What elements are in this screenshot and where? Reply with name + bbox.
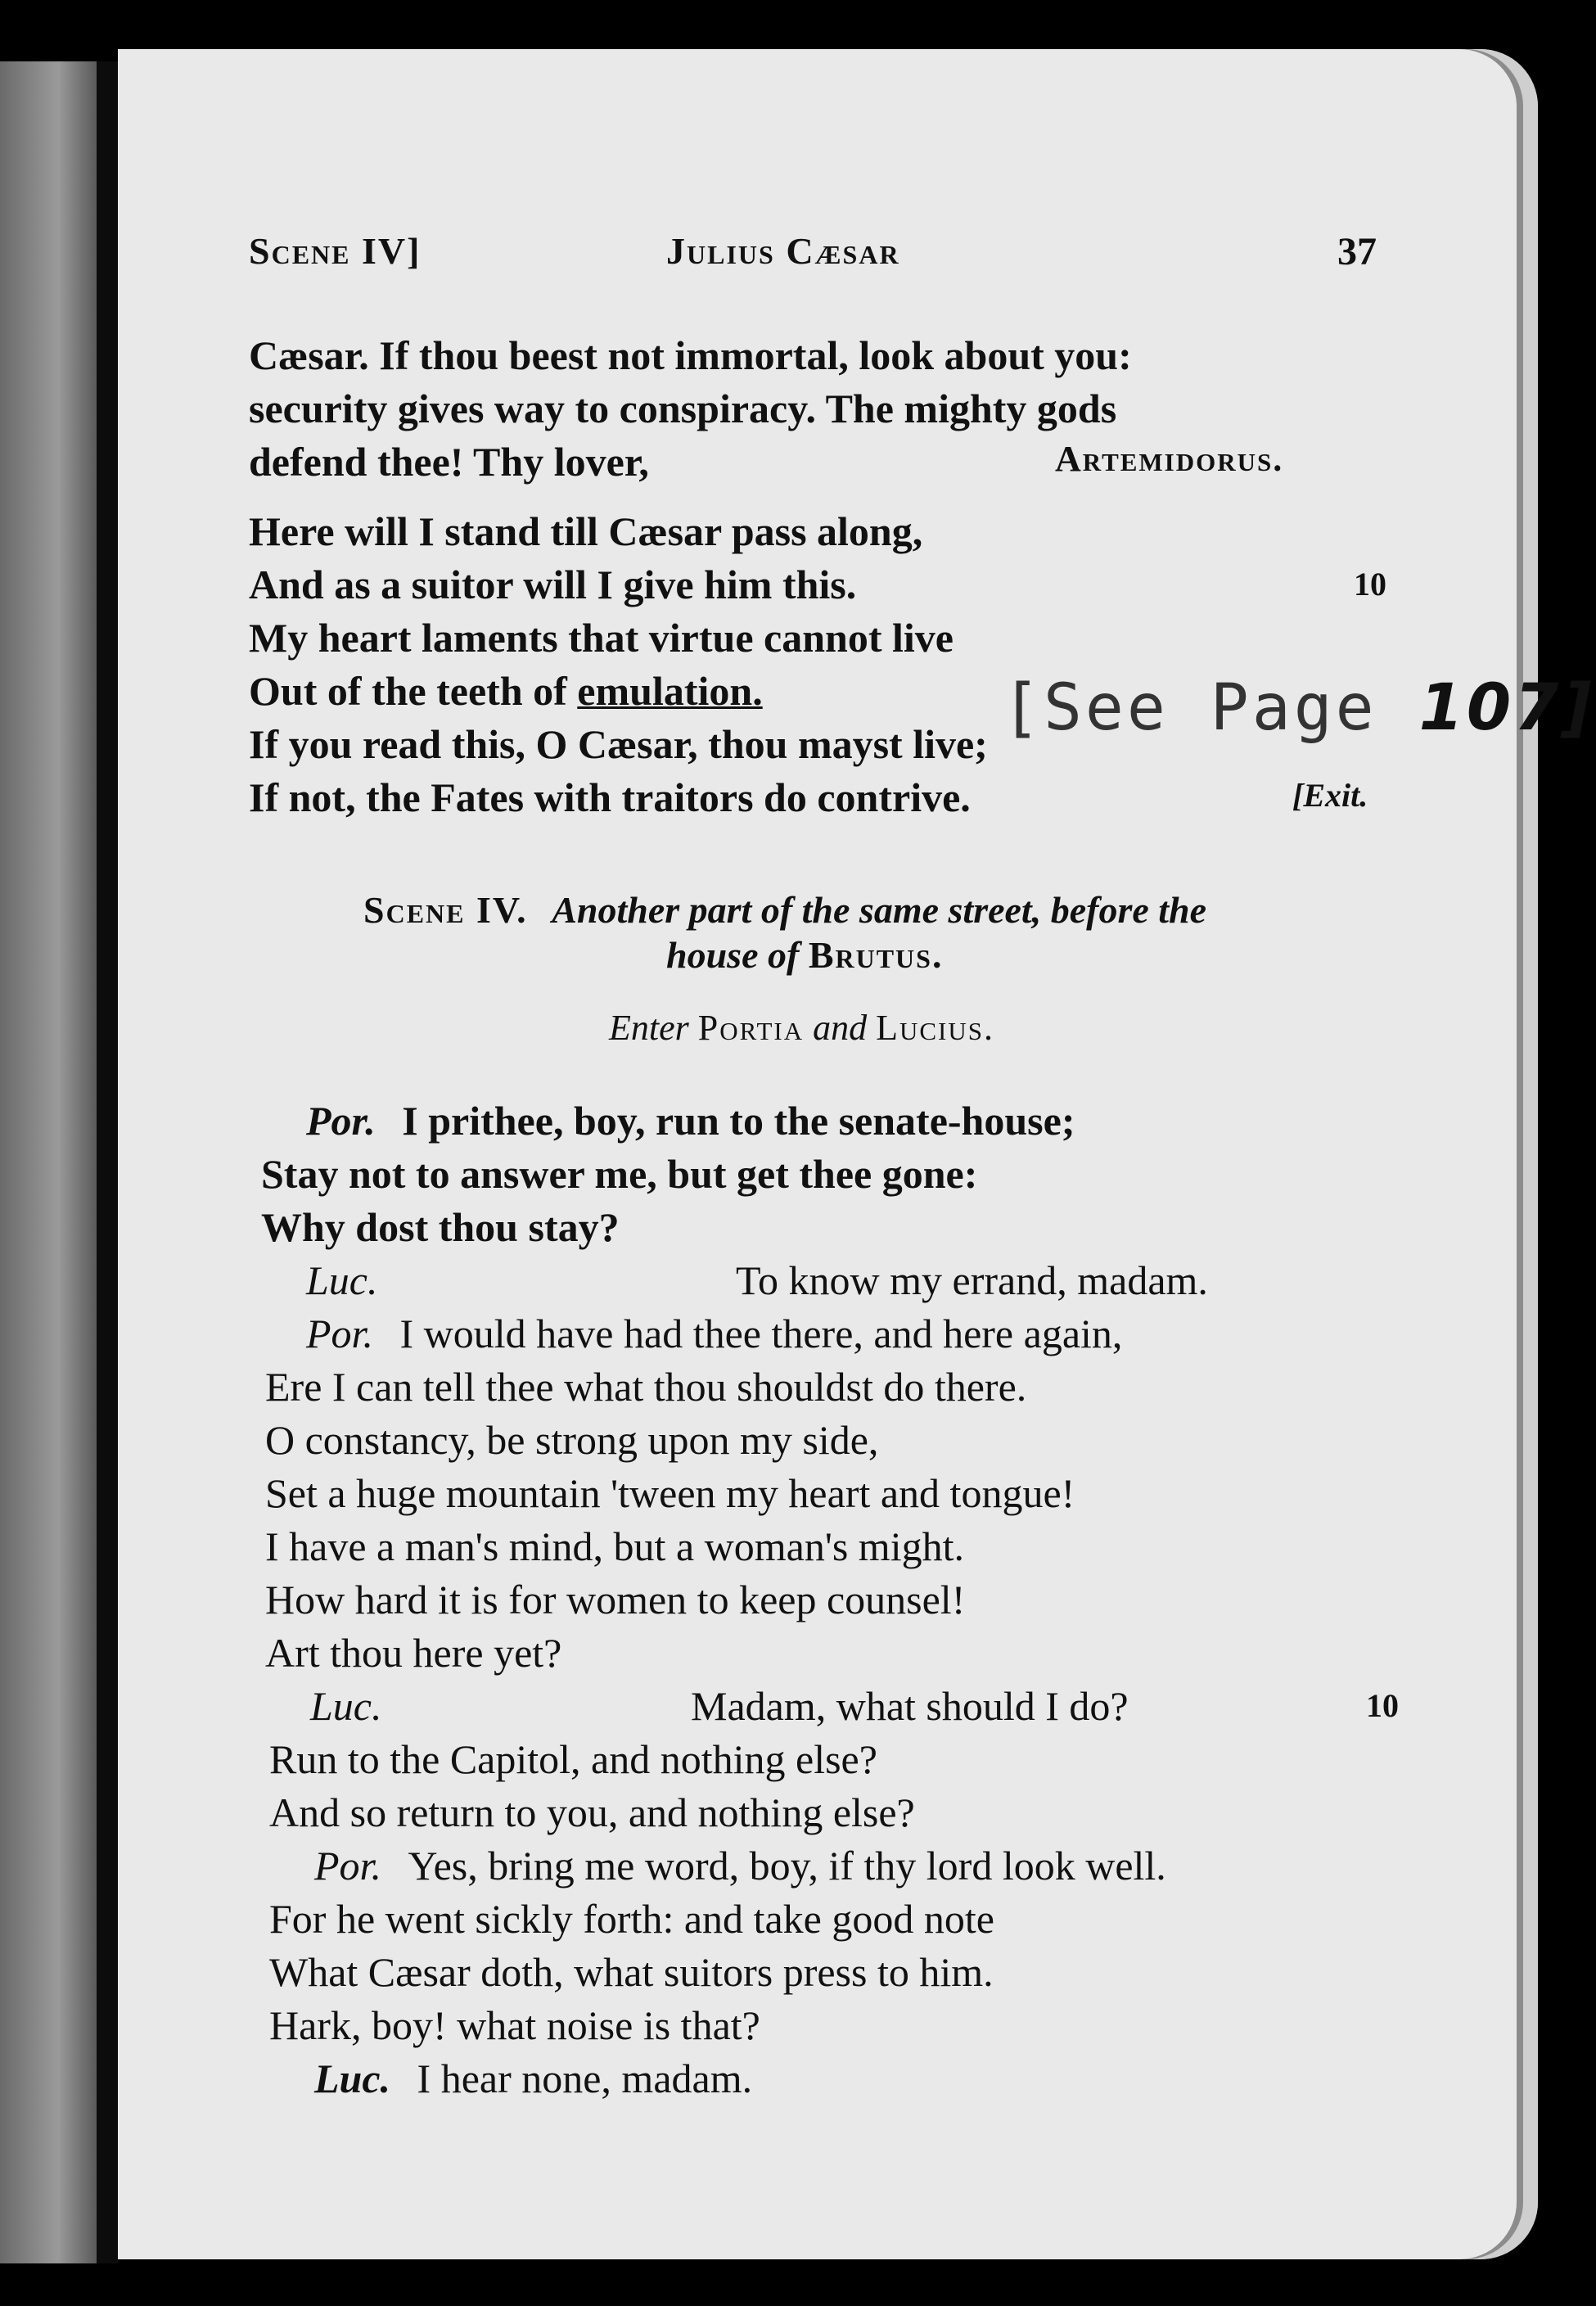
dialogue-continuation: Madam, what should I do? bbox=[691, 1683, 1129, 1729]
page-reference-stamp bbox=[1002, 671, 1594, 745]
setting-prefix: house of bbox=[666, 934, 800, 976]
prose-line: Cæsar. If thou beest not immortal, look about you: bbox=[249, 332, 1132, 378]
verse-line: If you read this, O Cæsar, thou mayst live; bbox=[249, 721, 988, 767]
speaker: Por. bbox=[306, 1098, 376, 1144]
dialogue-line: Why dost thou stay? bbox=[261, 1204, 620, 1250]
stamp-text: [See Page bbox=[1002, 671, 1377, 745]
dialogue-line: I have a man's mind, but a woman's might. bbox=[265, 1523, 964, 1569]
verse-line: And as a suitor will I give him this. bbox=[249, 562, 857, 607]
prose-line: security gives way to conspiracy. The mighty gods bbox=[249, 386, 1117, 431]
line-number: 10 bbox=[1354, 566, 1386, 602]
underlined-word: emulation. bbox=[577, 668, 763, 714]
enter-name: Portia bbox=[697, 1008, 805, 1048]
dialogue-line: What Cæsar doth, what suitors press to him. bbox=[269, 1949, 994, 1995]
verse-line: Here will I stand till Cæsar pass along, bbox=[249, 508, 923, 554]
line-number: 10 bbox=[1366, 1687, 1399, 1724]
verse-line: If not, the Fates with traitors do contrive. bbox=[249, 774, 971, 820]
prose-line: defend thee! Thy lover, bbox=[249, 439, 649, 485]
dialogue-line bbox=[306, 1257, 378, 1304]
stage-exit: [Exit. bbox=[1292, 777, 1368, 814]
dialogue-line: Ere I can tell thee what thou shouldst do there. bbox=[265, 1364, 1027, 1410]
enter-name: Lucius. bbox=[876, 1008, 994, 1048]
dialogue-line bbox=[306, 1310, 1122, 1357]
dialogue-continuation: To know my errand, madam. bbox=[736, 1257, 1208, 1303]
dialogue-line: O constancy, be strong upon my side, bbox=[265, 1417, 879, 1463]
dialogue-line bbox=[314, 1842, 1166, 1889]
speech: Yes, bring me word, boy, if thy lord look well. bbox=[408, 1843, 1166, 1889]
dialogue-line: Art thou here yet? bbox=[265, 1630, 562, 1676]
verse-line bbox=[249, 667, 763, 715]
signature: Artemidorus. bbox=[1055, 439, 1284, 479]
speaker: Luc. bbox=[306, 1257, 378, 1303]
setting-name: Brutus. bbox=[808, 934, 944, 976]
dialogue-line: For he went sickly forth: and take good note bbox=[269, 1896, 994, 1942]
speaker: Por. bbox=[314, 1843, 381, 1889]
dialogue-line: Set a huge mountain 'tween my heart and tongue! bbox=[265, 1470, 1075, 1516]
dialogue-line bbox=[310, 1682, 382, 1730]
speech: I prithee, boy, run to the senate-house; bbox=[402, 1098, 1075, 1144]
enter-word: Enter bbox=[609, 1008, 689, 1048]
enter-and: and bbox=[813, 1008, 868, 1048]
running-head-scene: Scene IV] bbox=[249, 230, 422, 272]
stamp-number: 107] bbox=[1418, 671, 1595, 745]
scene-setting: Another part of the same street, before the bbox=[552, 889, 1207, 931]
book-gutter bbox=[97, 61, 118, 2263]
speaker: Luc. bbox=[314, 2056, 391, 2101]
dialogue-line: Stay not to answer me, but get thee gone: bbox=[261, 1151, 978, 1197]
dialogue-line: How hard it is for women to keep counsel! bbox=[265, 1577, 966, 1622]
speaker: Luc. bbox=[310, 1683, 382, 1729]
scene-title: Scene IV. bbox=[363, 889, 528, 931]
speech: I hear none, madam. bbox=[417, 2056, 753, 2101]
entrance-direction bbox=[609, 1007, 994, 1049]
dialogue-line: Run to the Capitol, and nothing else? bbox=[269, 1736, 877, 1782]
book-page bbox=[118, 49, 1595, 2259]
speech: I would have had thee there, and here again, bbox=[399, 1311, 1123, 1356]
verse-text: Out of the teeth of bbox=[249, 668, 567, 714]
dialogue-line bbox=[306, 1097, 1075, 1144]
dialogue-line bbox=[314, 2055, 752, 2102]
left-page-edge bbox=[0, 61, 97, 2263]
scene-setting-line2 bbox=[666, 933, 943, 977]
verse-line: My heart laments that virtue cannot live bbox=[249, 615, 954, 661]
scene-heading bbox=[363, 888, 1206, 932]
dialogue-line: Hark, boy! what noise is that? bbox=[269, 2002, 760, 2048]
page-number: 37 bbox=[1337, 230, 1377, 273]
running-head-title: Julius Cæsar bbox=[666, 230, 900, 272]
dialogue-line: And so return to you, and nothing else? bbox=[269, 1789, 915, 1835]
speaker: Por. bbox=[306, 1311, 373, 1356]
